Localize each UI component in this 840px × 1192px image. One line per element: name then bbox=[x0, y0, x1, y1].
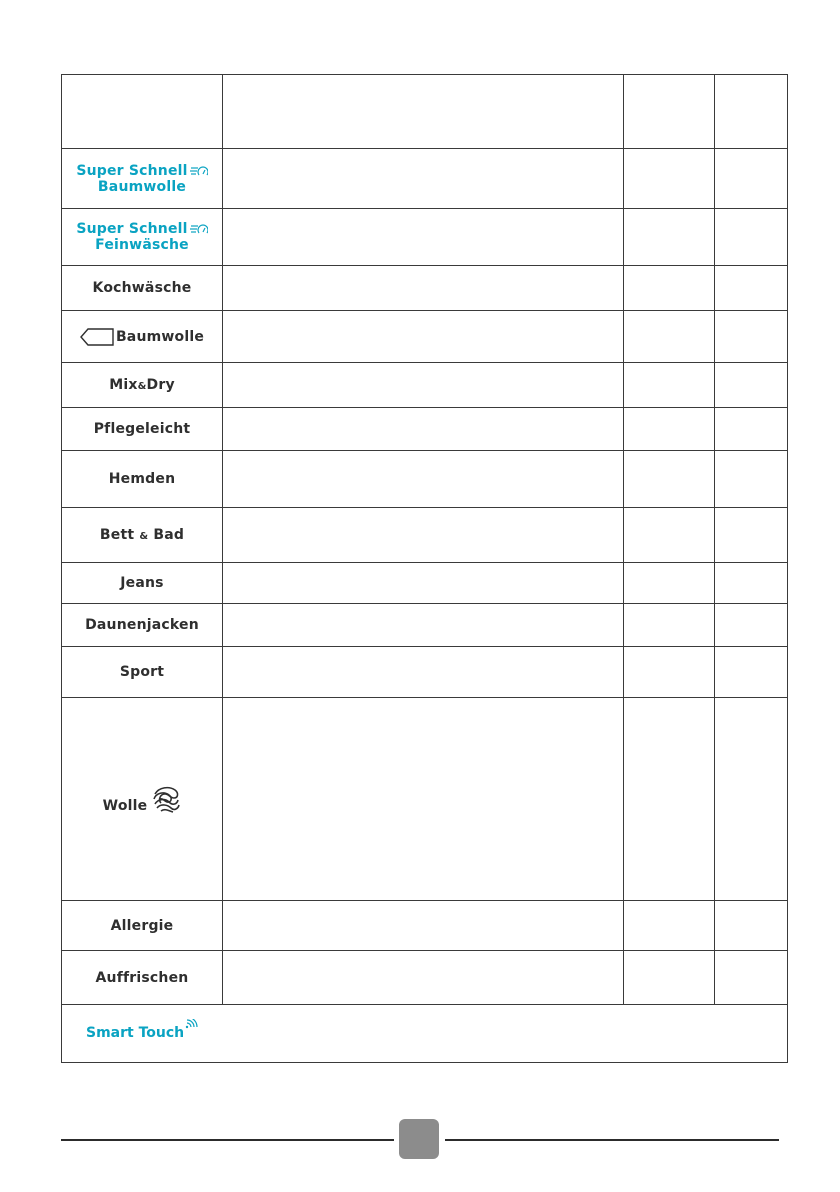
description-cell bbox=[223, 363, 624, 407]
program-label-part: Mix bbox=[109, 377, 138, 393]
program-cell bbox=[62, 266, 223, 310]
program-auffrischen: Auffrischen bbox=[95, 969, 189, 986]
program-cell bbox=[62, 408, 223, 450]
description-cell bbox=[223, 563, 624, 603]
program-wolle: Wolle bbox=[102, 798, 148, 814]
value-cell bbox=[715, 363, 787, 407]
program-cell bbox=[62, 149, 223, 208]
program-allergie: Allergie bbox=[110, 917, 174, 934]
table-row bbox=[62, 311, 787, 363]
smart-touch-row bbox=[62, 1005, 787, 1061]
speed-icon bbox=[190, 223, 208, 235]
program-jeans: Jeans bbox=[120, 575, 164, 591]
program-cell bbox=[62, 363, 223, 407]
program-label-line2: Baumwolle bbox=[97, 178, 187, 195]
program-cell bbox=[62, 311, 223, 362]
description-cell bbox=[223, 604, 624, 646]
table-row bbox=[62, 451, 787, 508]
description-cell bbox=[223, 149, 624, 208]
table-row bbox=[62, 647, 787, 698]
program-table bbox=[61, 74, 788, 1063]
description-cell bbox=[223, 698, 624, 900]
program-mix-dry bbox=[109, 377, 175, 393]
value-cell bbox=[715, 563, 787, 603]
table-row bbox=[62, 508, 787, 563]
program-cell bbox=[62, 451, 223, 507]
table-row bbox=[62, 408, 787, 451]
value-cell bbox=[715, 698, 787, 900]
value-cell bbox=[624, 604, 715, 646]
description-cell bbox=[223, 647, 624, 697]
table-row bbox=[62, 266, 787, 311]
value-cell bbox=[715, 266, 787, 310]
program-label-line1: Super Schnell bbox=[76, 162, 188, 179]
program-label-line1: Super Schnell bbox=[76, 221, 188, 237]
table-row bbox=[62, 209, 787, 266]
value-cell bbox=[624, 311, 715, 362]
program-cell bbox=[62, 604, 223, 646]
program-cell bbox=[62, 563, 223, 603]
woolmark-icon bbox=[151, 784, 181, 814]
program-label-line2: Feinwäsche bbox=[95, 237, 189, 253]
value-cell bbox=[624, 451, 715, 507]
program-super-schnell-baumwolle bbox=[76, 163, 207, 195]
table-row bbox=[62, 698, 787, 901]
ampersand: & bbox=[137, 381, 147, 392]
program-bett-bad bbox=[100, 527, 184, 543]
program-hemden: Hemden bbox=[108, 471, 176, 487]
value-cell bbox=[715, 209, 787, 265]
description-cell bbox=[223, 508, 624, 562]
table-row bbox=[62, 951, 787, 1005]
table-row bbox=[62, 604, 787, 647]
header-cell-col4 bbox=[715, 75, 787, 148]
value-cell bbox=[715, 408, 787, 450]
table-row bbox=[62, 363, 787, 408]
program-cell bbox=[62, 698, 223, 900]
page-number-badge bbox=[399, 1119, 439, 1159]
table-header-row bbox=[62, 75, 787, 149]
smart-touch-cell bbox=[62, 1005, 787, 1061]
value-cell bbox=[715, 149, 787, 208]
program-cell bbox=[62, 508, 223, 562]
ampersand: & bbox=[139, 531, 149, 542]
program-daunenjacken: Daunenjacken bbox=[85, 617, 199, 633]
value-cell bbox=[624, 408, 715, 450]
description-cell bbox=[223, 408, 624, 450]
program-baumwolle: Baumwolle bbox=[115, 328, 205, 345]
description-cell bbox=[223, 901, 624, 950]
value-cell bbox=[715, 647, 787, 697]
value-cell bbox=[624, 698, 715, 900]
footer-rule-left bbox=[61, 1139, 394, 1141]
header-cell-col3 bbox=[624, 75, 715, 148]
footer-rule-right bbox=[445, 1139, 779, 1141]
value-cell bbox=[624, 209, 715, 265]
value-cell bbox=[624, 508, 715, 562]
value-cell bbox=[715, 451, 787, 507]
value-cell bbox=[715, 311, 787, 362]
value-cell bbox=[624, 901, 715, 950]
program-cell bbox=[62, 951, 223, 1004]
program-kochwaesche: Kochwäsche bbox=[92, 280, 192, 296]
value-cell bbox=[715, 508, 787, 562]
smart-touch-text: Smart Touch bbox=[86, 1025, 185, 1041]
value-cell bbox=[715, 901, 787, 950]
program-cell bbox=[62, 901, 223, 950]
program-super-schnell-feinwaesche bbox=[76, 221, 207, 253]
description-cell bbox=[223, 311, 624, 362]
value-cell bbox=[624, 951, 715, 1004]
smart-touch-label bbox=[86, 1025, 199, 1041]
value-cell bbox=[624, 363, 715, 407]
value-cell bbox=[624, 149, 715, 208]
label-tag-icon bbox=[80, 328, 114, 346]
value-cell bbox=[624, 266, 715, 310]
program-cell bbox=[62, 209, 223, 265]
table-row bbox=[62, 563, 787, 604]
program-label-part: Bett bbox=[99, 527, 135, 543]
speed-icon bbox=[190, 165, 208, 177]
table-row bbox=[62, 901, 787, 951]
program-sport: Sport bbox=[119, 664, 165, 680]
description-cell bbox=[223, 209, 624, 265]
program-label-part: Dry bbox=[146, 377, 175, 393]
value-cell bbox=[715, 951, 787, 1004]
program-label-part: Bad bbox=[153, 527, 185, 543]
description-cell bbox=[223, 451, 624, 507]
value-cell bbox=[624, 563, 715, 603]
value-cell bbox=[715, 604, 787, 646]
header-cell-description bbox=[223, 75, 624, 148]
value-cell bbox=[624, 647, 715, 697]
description-cell bbox=[223, 266, 624, 310]
program-cell bbox=[62, 647, 223, 697]
program-pflegeleicht: Pflegeleicht bbox=[93, 421, 191, 437]
header-cell-program bbox=[62, 75, 223, 148]
description-cell bbox=[223, 951, 624, 1004]
table-row bbox=[62, 149, 787, 209]
nfc-icon bbox=[185, 1019, 199, 1035]
